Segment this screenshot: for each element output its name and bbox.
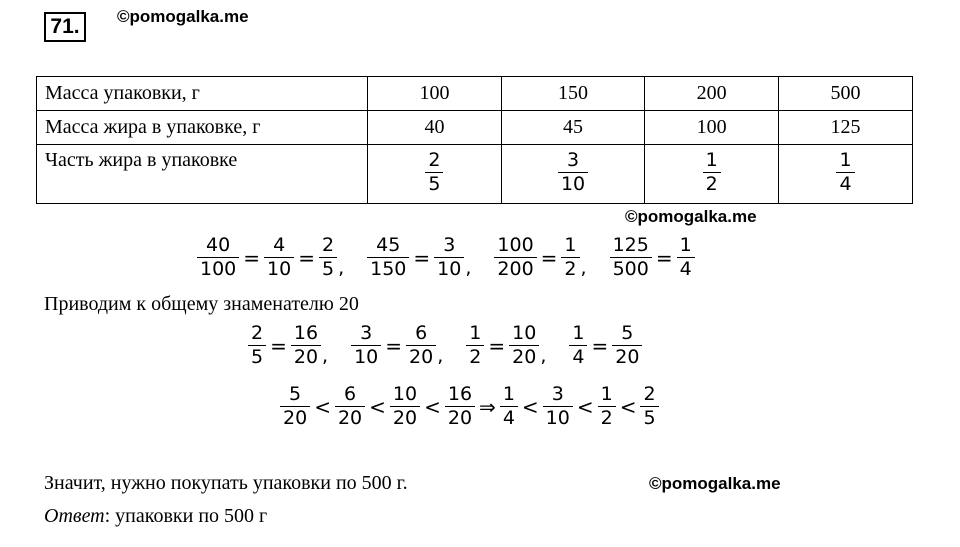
numerator: 6 — [344, 383, 357, 405]
inequality-chain — [279, 383, 660, 430]
equation-line-simplify — [196, 234, 696, 281]
numerator: 4 — [273, 234, 286, 256]
denominator: 2 — [703, 172, 721, 196]
comma: , — [580, 256, 587, 279]
equals-sign: = — [270, 333, 287, 358]
denominator: 20 — [390, 406, 420, 430]
numerator: 3 — [551, 383, 564, 405]
table-row — [37, 77, 913, 111]
numerator: 1 — [679, 234, 692, 256]
denominator: 20 — [509, 345, 539, 369]
equals-sign: = — [413, 245, 431, 270]
fraction — [610, 234, 652, 281]
table-cell: 45 — [501, 111, 644, 145]
numerator: 1 — [839, 149, 852, 171]
numerator: 16 — [447, 383, 473, 405]
fraction — [543, 383, 573, 430]
denominator: 20 — [445, 406, 475, 430]
denominator: 5 — [248, 345, 266, 369]
numerator: 100 — [497, 234, 534, 256]
numerator: 40 — [206, 234, 231, 256]
numerator: 2 — [321, 234, 335, 256]
fraction — [280, 383, 310, 430]
table-cell: 100 — [368, 77, 502, 111]
fraction — [445, 383, 475, 430]
conclusion-text: Значит, нужно покупать упаковки по 500 г. — [44, 472, 408, 494]
comma: , — [540, 344, 547, 367]
numerator: 5 — [621, 322, 634, 344]
fraction — [598, 383, 616, 430]
denominator: 20 — [280, 406, 310, 430]
table-cell — [501, 145, 644, 204]
numerator: 6 — [415, 322, 428, 344]
denominator: 5 — [640, 406, 658, 430]
implies-arrow: ⇒ — [479, 394, 496, 419]
common-denominator-text: Приводим к общему знаменателю 20 — [44, 293, 359, 315]
comma: , — [465, 256, 472, 279]
numerator: 2 — [428, 149, 441, 171]
fraction — [494, 234, 536, 281]
denominator: 20 — [612, 345, 642, 369]
fraction — [500, 383, 518, 430]
equation-line-common-denominator — [247, 322, 643, 369]
denominator: 20 — [406, 345, 436, 369]
fraction — [367, 234, 409, 281]
table-cell: 100 — [645, 111, 779, 145]
fraction — [703, 149, 721, 196]
fraction — [291, 322, 321, 369]
fraction — [335, 383, 365, 430]
numerator: 1 — [564, 234, 577, 256]
equals-sign: = — [540, 245, 558, 270]
numerator: 5 — [289, 383, 302, 405]
fraction — [558, 149, 588, 196]
fraction — [351, 322, 381, 369]
denominator: 200 — [494, 257, 536, 281]
denominator: 4 — [677, 257, 695, 281]
denominator: 10 — [351, 345, 381, 369]
fraction — [836, 149, 854, 196]
watermark-middle: ©pomogalka.me — [625, 207, 757, 226]
fraction — [434, 234, 464, 281]
less-than-sign: < — [424, 394, 441, 419]
fraction — [561, 234, 579, 281]
fraction — [264, 234, 294, 281]
comma: , — [437, 344, 444, 367]
denominator: 10 — [264, 257, 294, 281]
equals-sign: = — [488, 333, 506, 358]
less-than-sign: < — [521, 394, 539, 419]
numerator: 3 — [360, 322, 373, 344]
fraction — [509, 322, 539, 369]
equals-sign: = — [655, 245, 673, 270]
table-cell: 125 — [779, 111, 913, 145]
fraction — [677, 234, 695, 281]
table-row — [37, 145, 913, 204]
numerator: 2 — [643, 383, 656, 405]
denominator: 500 — [610, 257, 652, 281]
equals-sign: = — [385, 333, 403, 358]
denominator: 2 — [598, 406, 616, 430]
denominator: 4 — [836, 172, 854, 196]
numerator: 3 — [566, 149, 580, 171]
denominator: 4 — [500, 406, 518, 430]
denominator: 150 — [367, 257, 409, 281]
table-cell: 200 — [645, 77, 779, 111]
answer-line — [44, 505, 267, 528]
denominator: 5 — [319, 257, 337, 281]
denominator: 5 — [425, 172, 443, 196]
denominator: 20 — [291, 345, 321, 369]
numerator: 45 — [376, 234, 401, 256]
fraction — [466, 322, 484, 369]
fraction — [569, 322, 587, 369]
denominator: 10 — [558, 172, 588, 196]
numerator: 1 — [600, 383, 613, 405]
numerator: 3 — [443, 234, 456, 256]
fraction — [425, 149, 443, 196]
numerator: 1 — [705, 149, 718, 171]
data-table — [36, 76, 913, 204]
fraction — [390, 383, 420, 430]
denominator: 10 — [543, 406, 573, 430]
numerator: 2 — [251, 322, 264, 344]
equals-sign: = — [298, 245, 315, 270]
fraction — [612, 322, 642, 369]
numerator: 1 — [469, 322, 482, 344]
denominator: 2 — [466, 345, 484, 369]
table-row-label: Масса упаковки, г — [37, 77, 368, 111]
answer-text: : упаковки по 500 г — [104, 505, 268, 527]
denominator: 10 — [434, 257, 464, 281]
table-row-label: Масса жира в упаковке, г — [37, 111, 368, 145]
equals-sign: = — [591, 333, 609, 358]
numerator: 1 — [572, 322, 585, 344]
problem-number: 71. — [44, 12, 86, 42]
table-cell — [368, 145, 502, 204]
table-cell: 150 — [501, 77, 644, 111]
comma: , — [338, 256, 345, 279]
less-than-sign: < — [314, 394, 331, 419]
comma: , — [322, 344, 329, 367]
less-than-sign: < — [369, 394, 386, 419]
fraction — [248, 322, 266, 369]
table-cell: 40 — [368, 111, 502, 145]
equals-sign: = — [243, 245, 261, 270]
table-cell — [779, 145, 913, 204]
watermark-top: ©pomogalka.me — [117, 7, 249, 26]
fraction — [406, 322, 436, 369]
table-row — [37, 111, 913, 145]
table-cell: 500 — [779, 77, 913, 111]
denominator: 2 — [561, 257, 579, 281]
table-cell — [645, 145, 779, 204]
numerator: 125 — [612, 234, 649, 256]
numerator: 10 — [512, 322, 537, 344]
table-row-label: Часть жира в упаковке — [37, 145, 368, 204]
less-than-sign: < — [619, 394, 637, 419]
denominator: 4 — [569, 345, 587, 369]
denominator: 20 — [335, 406, 365, 430]
numerator: 16 — [293, 322, 319, 344]
less-than-sign: < — [576, 394, 594, 419]
watermark-bottom: ©pomogalka.me — [649, 474, 781, 493]
fraction — [640, 383, 658, 430]
fraction — [197, 234, 239, 281]
denominator: 100 — [197, 257, 239, 281]
numerator: 10 — [392, 383, 418, 405]
fraction — [319, 234, 337, 281]
answer-label: Ответ — [44, 505, 105, 527]
numerator: 1 — [502, 383, 515, 405]
